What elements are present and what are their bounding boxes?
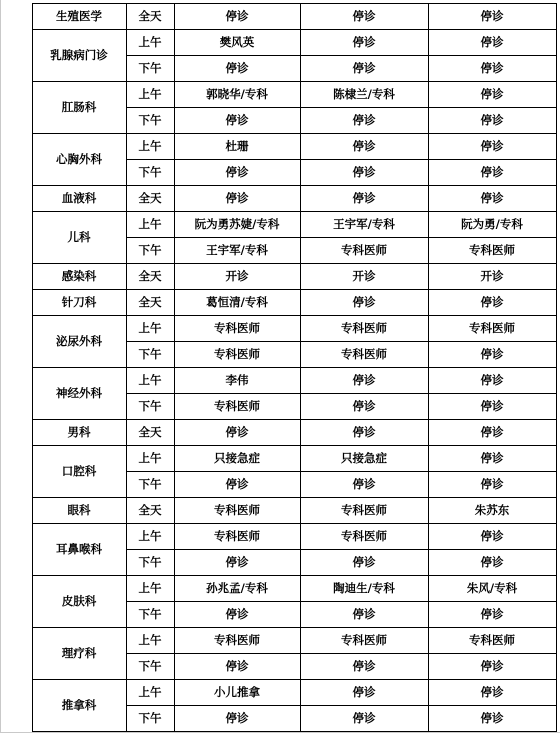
department-name: 儿科 <box>67 230 91 244</box>
schedule-cell: 停诊 <box>480 191 504 205</box>
schedule-cell: 专科医师 <box>341 347 387 361</box>
schedule-cell: 停诊 <box>352 711 376 725</box>
session-period: 全天 <box>138 425 162 439</box>
schedule-cell: 小儿推拿 <box>214 685 260 699</box>
schedule-cell: 停诊 <box>225 191 249 205</box>
schedule-cell: 停诊 <box>352 555 376 569</box>
schedule-cell: 停诊 <box>352 9 376 23</box>
session-period: 下午 <box>138 113 162 127</box>
session-period: 下午 <box>138 399 162 413</box>
schedule-cell: 停诊 <box>480 711 504 725</box>
schedule-cell: 停诊 <box>480 555 504 569</box>
schedule-cell: 停诊 <box>480 685 504 699</box>
schedule-cell: 开诊 <box>352 269 376 283</box>
schedule-cell: 停诊 <box>352 295 376 309</box>
schedule-cell: 停诊 <box>480 477 504 491</box>
schedule-cell: 专科医师 <box>214 321 260 335</box>
schedule-cell: 停诊 <box>480 87 504 101</box>
session-period: 下午 <box>138 243 162 257</box>
schedule-cell: 停诊 <box>352 113 376 127</box>
schedule-cell: 停诊 <box>480 61 504 75</box>
session-period: 全天 <box>138 9 162 23</box>
session-period: 下午 <box>138 555 162 569</box>
schedule-cell: 停诊 <box>352 425 376 439</box>
schedule-cell: 只接急症 <box>341 451 387 465</box>
schedule-cell: 停诊 <box>480 451 504 465</box>
session-period: 下午 <box>138 165 162 179</box>
schedule-cell: 开诊 <box>480 269 504 283</box>
department-name: 乳腺病门诊 <box>50 48 108 62</box>
session-period: 下午 <box>138 477 162 491</box>
schedule-cell: 专科医师 <box>341 321 387 335</box>
schedule-cell: 朱风/专科 <box>466 581 518 595</box>
department-name: 心胸外科 <box>56 152 102 166</box>
schedule-cell: 停诊 <box>352 35 376 49</box>
session-period: 上午 <box>138 529 162 543</box>
department-name: 肛肠科 <box>61 100 97 114</box>
schedule-cell: 停诊 <box>480 529 504 543</box>
schedule-cell: 专科医师 <box>214 633 260 647</box>
schedule-cell: 停诊 <box>352 685 376 699</box>
session-period: 上午 <box>138 217 162 231</box>
session-period: 下午 <box>138 347 162 361</box>
schedule-cell: 停诊 <box>480 607 504 621</box>
schedule-cell: 杜珊 <box>225 139 249 153</box>
schedule-cell: 停诊 <box>352 477 376 491</box>
session-period: 全天 <box>138 191 162 205</box>
department-name: 泌尿外科 <box>56 334 102 348</box>
session-period: 上午 <box>138 685 162 699</box>
row-border <box>32 731 557 732</box>
schedule-cell: 停诊 <box>225 61 249 75</box>
schedule-cell: 停诊 <box>480 399 504 413</box>
session-period: 上午 <box>138 321 162 335</box>
schedule-cell: 专科医师 <box>214 399 260 413</box>
schedule-cell: 停诊 <box>480 373 504 387</box>
department-name: 血液科 <box>61 191 97 205</box>
schedule-cell: 朱苏东 <box>474 503 510 517</box>
schedule-cell: 孙兆孟/专科 <box>206 581 268 595</box>
schedule-cell: 李伟 <box>225 373 249 387</box>
session-period: 上午 <box>138 373 162 387</box>
department-name: 推拿科 <box>61 698 97 712</box>
schedule-cell: 专科医师 <box>469 321 515 335</box>
schedule-cell: 停诊 <box>225 477 249 491</box>
session-period: 全天 <box>138 503 162 517</box>
schedule-cell: 停诊 <box>352 399 376 413</box>
schedule-cell: 王宇军/专科 <box>206 243 268 257</box>
schedule-cell: 只接急症 <box>214 451 260 465</box>
schedule-cell: 停诊 <box>225 607 249 621</box>
schedule-cell: 樊风英 <box>219 35 255 49</box>
session-period: 上午 <box>138 139 162 153</box>
department-name: 男科 <box>67 425 91 439</box>
session-period: 全天 <box>138 295 162 309</box>
session-period: 上午 <box>138 633 162 647</box>
department-name: 口腔科 <box>61 464 97 478</box>
schedule-cell: 专科医师 <box>214 529 260 543</box>
session-period: 下午 <box>138 61 162 75</box>
schedule-cell: 停诊 <box>225 711 249 725</box>
session-period: 上午 <box>138 35 162 49</box>
schedule-cell: 王宇军/专科 <box>333 217 395 231</box>
department-name: 感染科 <box>61 269 97 283</box>
schedule-cell: 停诊 <box>225 165 249 179</box>
schedule-cell: 停诊 <box>480 659 504 673</box>
schedule-cell: 停诊 <box>352 607 376 621</box>
schedule-cell: 葛恒清/专科 <box>206 295 268 309</box>
schedule-cell: 停诊 <box>480 295 504 309</box>
schedule-cell: 停诊 <box>480 347 504 361</box>
session-period: 全天 <box>138 269 162 283</box>
schedule-cell: 阮为勇/专科 <box>461 217 523 231</box>
sheet-gridline-left <box>0 0 1 733</box>
schedule-cell: 阮为勇苏婕/专科 <box>194 217 280 231</box>
schedule-cell: 专科医师 <box>469 243 515 257</box>
session-period: 下午 <box>138 659 162 673</box>
department-name: 眼科 <box>67 503 91 517</box>
department-name: 耳鼻喉科 <box>56 542 102 556</box>
schedule-cell: 开诊 <box>225 269 249 283</box>
schedule-cell: 停诊 <box>225 659 249 673</box>
session-period: 上午 <box>138 451 162 465</box>
schedule-cell: 专科医师 <box>341 243 387 257</box>
department-name: 皮肤科 <box>61 594 97 608</box>
schedule-cell: 陈棣兰/专科 <box>333 87 395 101</box>
schedule-cell: 停诊 <box>352 191 376 205</box>
schedule-cell: 停诊 <box>225 113 249 127</box>
schedule-cell: 专科医师 <box>341 529 387 543</box>
department-name: 生殖医学 <box>56 9 102 23</box>
session-period: 下午 <box>138 607 162 621</box>
schedule-cell: 郭晓华/专科 <box>206 87 268 101</box>
schedule-cell: 陶迪生/专科 <box>333 581 395 595</box>
schedule-cell: 停诊 <box>352 165 376 179</box>
session-period: 下午 <box>138 711 162 725</box>
schedule-cell: 停诊 <box>225 555 249 569</box>
schedule-cell: 停诊 <box>352 373 376 387</box>
schedule-cell: 专科医师 <box>469 633 515 647</box>
department-name: 神经外科 <box>56 386 102 400</box>
department-name: 针刀科 <box>61 295 97 309</box>
schedule-cell: 专科医师 <box>341 503 387 517</box>
schedule-cell: 停诊 <box>480 113 504 127</box>
department-name: 理疗科 <box>61 646 97 660</box>
session-period: 上午 <box>138 87 162 101</box>
schedule-cell: 停诊 <box>352 659 376 673</box>
schedule-cell: 停诊 <box>352 61 376 75</box>
schedule-cell: 停诊 <box>480 139 504 153</box>
session-period: 上午 <box>138 581 162 595</box>
schedule-cell: 专科医师 <box>214 503 260 517</box>
schedule-cell: 专科医师 <box>214 347 260 361</box>
schedule-cell: 停诊 <box>225 425 249 439</box>
schedule-cell: 停诊 <box>480 165 504 179</box>
schedule-cell: 停诊 <box>352 139 376 153</box>
schedule-cell: 停诊 <box>480 9 504 23</box>
schedule-cell: 停诊 <box>225 9 249 23</box>
schedule-cell: 停诊 <box>480 425 504 439</box>
schedule-cell: 专科医师 <box>341 633 387 647</box>
schedule-cell: 停诊 <box>480 35 504 49</box>
